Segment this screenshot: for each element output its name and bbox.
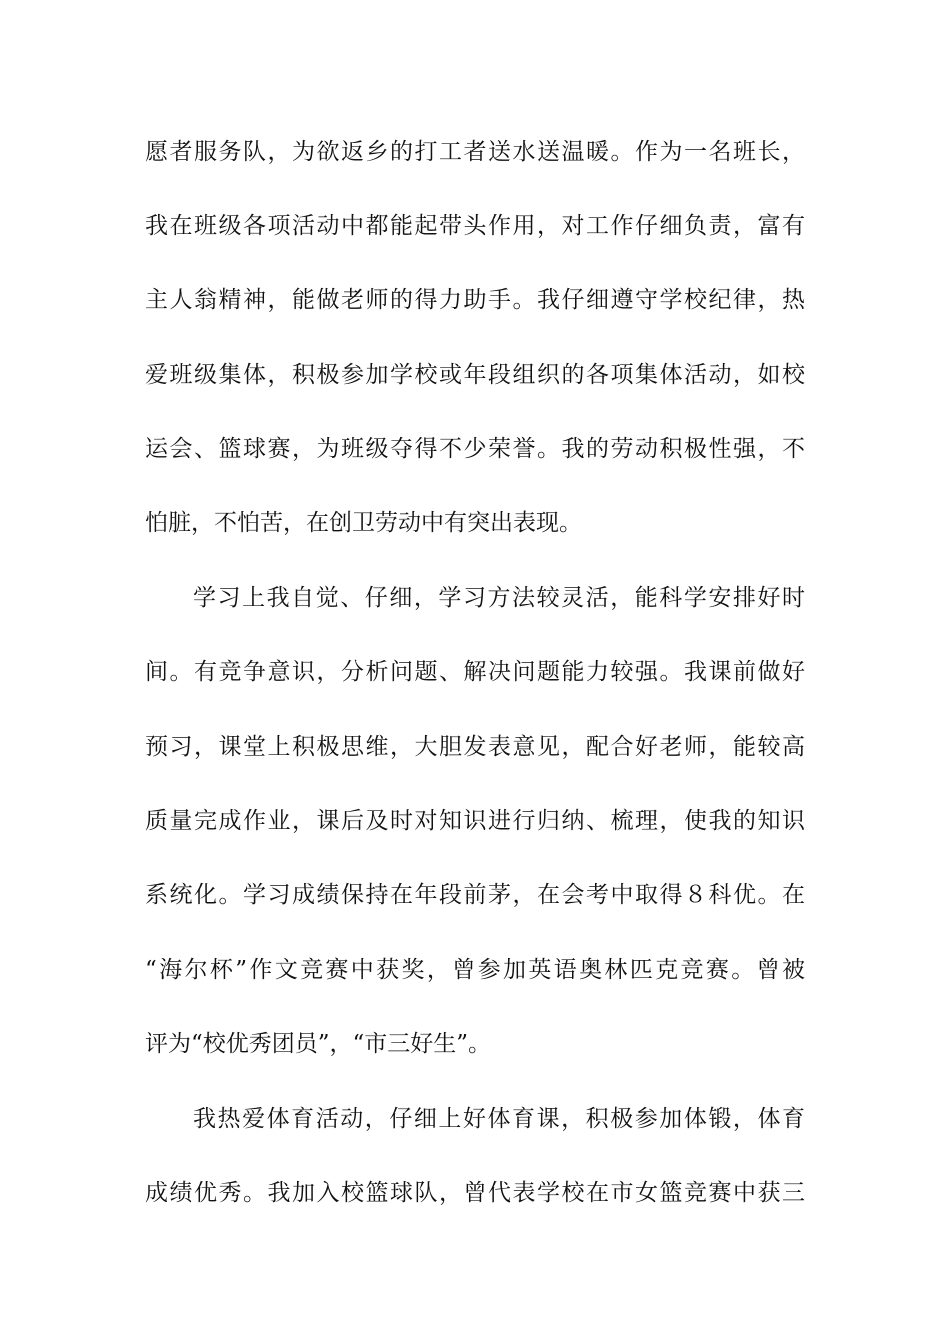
- text-line: 愿者服务队，为欲返乡的打工者送水送温暖。作为一名班长，: [145, 139, 805, 165]
- text-line: 运会、篮球赛，为班级夺得不少荣誉。我的劳动积极性强，不: [145, 436, 805, 462]
- text-line: 预习，课堂上积极思维，大胆发表意见，配合好老师，能较高: [145, 734, 805, 760]
- text-line: “海尔杯”作文竞赛中获奖，曾参加英语奥林匹克竞赛。曾被: [145, 957, 805, 983]
- text-line: 间。有竞争意识，分析问题、解决问题能力较强。我课前做好: [145, 659, 805, 685]
- text-line: 成绩优秀。我加入校篮球队，曾代表学校在市女篮竞赛中获三: [145, 1180, 805, 1206]
- text-line: 评为“校优秀团员”，“市三好生”。: [145, 1031, 492, 1057]
- text-line: 怕脏，不怕苦，在创卫劳动中有突出表现。: [145, 510, 582, 536]
- text-line: 我在班级各项活动中都能起带头作用，对工作仔细负责，富有: [145, 213, 805, 239]
- text-line: 系统化。学习成绩保持在年段前茅，在会考中取得８科优。在: [145, 882, 805, 908]
- paragraph-first-line: 我热爱体育活动，仔细上好体育课，积极参加体锻，体育: [193, 1106, 805, 1132]
- text-line: 主人翁精神，能做老师的得力助手。我仔细遵守学校纪律，热: [145, 287, 805, 313]
- text-line: 爱班级集体，积极参加学校或年段组织的各项集体活动，如校: [145, 362, 805, 388]
- text-line: 质量完成作业，课后及时对知识进行归纳、梳理，使我的知识: [145, 808, 805, 834]
- paragraph-first-line: 学习上我自觉、仔细，学习方法较灵活，能科学安排好时: [193, 585, 805, 611]
